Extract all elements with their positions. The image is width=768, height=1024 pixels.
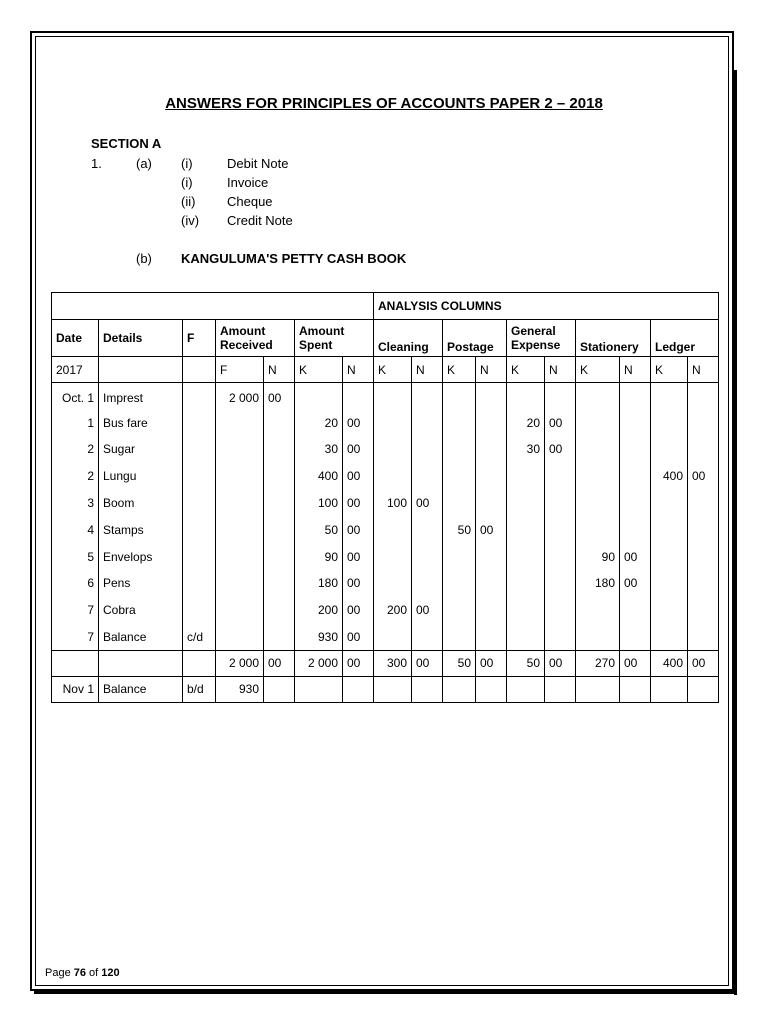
header-postage: Postage	[443, 320, 507, 357]
row-cell-4	[264, 516, 295, 543]
row-cell-9	[443, 490, 476, 517]
subheader-cell-13: K	[576, 357, 620, 383]
row-cell-8	[412, 383, 443, 410]
table-row	[52, 463, 719, 490]
header-ledger: Ledger	[651, 320, 719, 357]
total-cell-4: 00	[264, 650, 295, 676]
subheader-cell-11: K	[507, 357, 545, 383]
row-cell-1: Bus fare	[99, 409, 183, 436]
table-row	[52, 624, 719, 651]
row-cell-5: 20	[295, 409, 343, 436]
header-stationery: Stationery	[576, 320, 651, 357]
final-cell-5	[295, 676, 343, 702]
part-b-label: (b)	[136, 251, 152, 266]
question-number: 1.	[91, 156, 102, 171]
row-cell-14	[620, 436, 651, 463]
total-cell-12: 00	[545, 650, 576, 676]
part-a-label: (a)	[136, 156, 152, 171]
subheader-cell-0: 2017	[52, 357, 99, 383]
total-cell-9: 50	[443, 650, 476, 676]
row-cell-13	[576, 516, 620, 543]
row-cell-11	[507, 490, 545, 517]
header-amount-received: Amount Received	[216, 320, 295, 357]
row-cell-12	[545, 597, 576, 624]
row-cell-9	[443, 597, 476, 624]
item-label: (i)	[181, 175, 193, 190]
final-cell-2: b/d	[183, 676, 216, 702]
row-cell-8	[412, 516, 443, 543]
row-cell-6: 00	[343, 409, 374, 436]
header-details: Details	[99, 320, 183, 357]
row-cell-14	[620, 463, 651, 490]
row-cell-12: 00	[545, 409, 576, 436]
final-cell-8	[412, 676, 443, 702]
row-cell-7	[374, 383, 412, 410]
row-cell-14	[620, 490, 651, 517]
row-cell-13	[576, 597, 620, 624]
row-cell-0: 1	[52, 409, 99, 436]
row-cell-13	[576, 383, 620, 410]
total-cell-3: 2 000	[216, 650, 264, 676]
total-cell-6: 00	[343, 650, 374, 676]
row-cell-14	[620, 383, 651, 410]
final-cell-0: Nov 1	[52, 676, 99, 702]
subheader-cell-7: K	[374, 357, 412, 383]
row-cell-16	[688, 597, 719, 624]
row-cell-6: 00	[343, 516, 374, 543]
totals-row	[52, 650, 719, 676]
row-cell-1: Cobra	[99, 597, 183, 624]
row-cell-7	[374, 624, 412, 651]
row-cell-4	[264, 409, 295, 436]
subheader-cell-8: N	[412, 357, 443, 383]
final-cell-15	[651, 676, 688, 702]
row-cell-4	[264, 624, 295, 651]
row-cell-11: 30	[507, 436, 545, 463]
row-cell-4	[264, 597, 295, 624]
row-cell-2	[183, 490, 216, 517]
row-cell-2: c/d	[183, 624, 216, 651]
subheader-cell-5: K	[295, 357, 343, 383]
row-cell-8	[412, 543, 443, 570]
row-cell-12	[545, 570, 576, 597]
row-cell-8	[412, 463, 443, 490]
row-cell-13	[576, 409, 620, 436]
row-cell-16: 00	[688, 463, 719, 490]
row-cell-0: 3	[52, 490, 99, 517]
row-cell-11: 20	[507, 409, 545, 436]
row-cell-10	[476, 383, 507, 410]
row-cell-15	[651, 624, 688, 651]
row-cell-5: 30	[295, 436, 343, 463]
row-cell-12: 00	[545, 436, 576, 463]
row-cell-3	[216, 570, 264, 597]
row-cell-16	[688, 543, 719, 570]
row-cell-3	[216, 597, 264, 624]
row-cell-15	[651, 543, 688, 570]
total-cell-1	[99, 650, 183, 676]
row-cell-1: Balance	[99, 624, 183, 651]
row-cell-1: Lungu	[99, 463, 183, 490]
row-cell-1: Pens	[99, 570, 183, 597]
row-cell-1: Imprest	[99, 383, 183, 410]
row-cell-5: 180	[295, 570, 343, 597]
row-cell-15: 400	[651, 463, 688, 490]
row-cell-4	[264, 570, 295, 597]
subheader-cell-14: N	[620, 357, 651, 383]
row-cell-3: 2 000	[216, 383, 264, 410]
total-cell-13: 270	[576, 650, 620, 676]
row-cell-11	[507, 516, 545, 543]
row-cell-6: 00	[343, 543, 374, 570]
total-cell-15: 400	[651, 650, 688, 676]
final-cell-13	[576, 676, 620, 702]
row-cell-12	[545, 516, 576, 543]
table-row	[52, 436, 719, 463]
row-cell-7: 100	[374, 490, 412, 517]
row-cell-0: 7	[52, 597, 99, 624]
final-cell-4	[264, 676, 295, 702]
row-cell-6: 00	[343, 490, 374, 517]
header-date: Date	[52, 320, 99, 357]
row-cell-10	[476, 409, 507, 436]
row-cell-13: 90	[576, 543, 620, 570]
total-cell-11: 50	[507, 650, 545, 676]
row-cell-12	[545, 543, 576, 570]
petty-cash-table	[51, 292, 719, 703]
total-cell-5: 2 000	[295, 650, 343, 676]
row-cell-5: 100	[295, 490, 343, 517]
row-cell-11	[507, 463, 545, 490]
row-cell-1: Sugar	[99, 436, 183, 463]
page-border-shadow-right	[734, 70, 737, 995]
row-cell-1: Envelops	[99, 543, 183, 570]
row-cell-16	[688, 383, 719, 410]
row-cell-5: 50	[295, 516, 343, 543]
row-cell-9	[443, 383, 476, 410]
subheader-cell-6: N	[343, 357, 374, 383]
final-cell-16	[688, 676, 719, 702]
subheader-cell-16: N	[688, 357, 719, 383]
subheader-cell-9: K	[443, 357, 476, 383]
row-cell-7	[374, 543, 412, 570]
row-cell-0: 2	[52, 436, 99, 463]
row-cell-7	[374, 409, 412, 436]
row-cell-2	[183, 436, 216, 463]
row-cell-8: 00	[412, 490, 443, 517]
table-row	[52, 516, 719, 543]
row-cell-11	[507, 624, 545, 651]
row-cell-10: 00	[476, 516, 507, 543]
row-cell-6: 00	[343, 597, 374, 624]
row-cell-2	[183, 597, 216, 624]
final-cell-14	[620, 676, 651, 702]
row-cell-0: 5	[52, 543, 99, 570]
subheader-cell-15: K	[651, 357, 688, 383]
row-cell-6: 00	[343, 436, 374, 463]
final-cell-9	[443, 676, 476, 702]
row-cell-15	[651, 490, 688, 517]
analysis-spacer-cell	[52, 293, 374, 320]
row-cell-8: 00	[412, 597, 443, 624]
row-cell-0: 2	[52, 463, 99, 490]
row-cell-13	[576, 624, 620, 651]
row-cell-2	[183, 543, 216, 570]
row-cell-11	[507, 543, 545, 570]
table-row	[52, 570, 719, 597]
row-cell-2	[183, 516, 216, 543]
row-cell-8	[412, 409, 443, 436]
table-row	[52, 597, 719, 624]
row-cell-3	[216, 436, 264, 463]
header-general-expense: General Expense	[507, 320, 576, 357]
row-cell-3	[216, 463, 264, 490]
row-cell-6: 00	[343, 463, 374, 490]
row-cell-12	[545, 490, 576, 517]
header-amount-spent: Amount Spent	[295, 320, 374, 357]
row-cell-16	[688, 516, 719, 543]
row-cell-8	[412, 436, 443, 463]
row-cell-10	[476, 624, 507, 651]
row-cell-13	[576, 436, 620, 463]
final-cell-10	[476, 676, 507, 702]
row-cell-4: 00	[264, 383, 295, 410]
row-cell-0: 4	[52, 516, 99, 543]
row-cell-3	[216, 490, 264, 517]
final-cell-1: Balance	[99, 676, 183, 702]
footer-middle: of	[86, 967, 102, 979]
row-cell-4	[264, 490, 295, 517]
row-cell-9	[443, 570, 476, 597]
balance-brought-down-row	[52, 676, 719, 702]
subheader-cell-2	[183, 357, 216, 383]
footer-page-total: 120	[101, 967, 120, 979]
table-row	[52, 409, 719, 436]
row-cell-12	[545, 383, 576, 410]
row-cell-15	[651, 516, 688, 543]
row-cell-2	[183, 383, 216, 410]
final-cell-12	[545, 676, 576, 702]
final-cell-11	[507, 676, 545, 702]
row-cell-0: 7	[52, 624, 99, 651]
row-cell-16	[688, 570, 719, 597]
row-cell-10	[476, 597, 507, 624]
item-label: (i)	[181, 156, 193, 171]
item-text: Invoice	[227, 175, 269, 190]
footer-prefix: Page	[45, 967, 74, 979]
section-heading: SECTION A	[91, 136, 162, 151]
subheader-cell-4: N	[264, 357, 295, 383]
row-cell-4	[264, 436, 295, 463]
row-cell-0: 6	[52, 570, 99, 597]
row-cell-10	[476, 570, 507, 597]
total-cell-7: 300	[374, 650, 412, 676]
row-cell-7	[374, 570, 412, 597]
row-cell-7	[374, 436, 412, 463]
row-cell-15	[651, 570, 688, 597]
row-cell-5: 200	[295, 597, 343, 624]
item-label: (iv)	[181, 213, 200, 228]
row-cell-15	[651, 436, 688, 463]
row-cell-10	[476, 490, 507, 517]
row-cell-16	[688, 436, 719, 463]
row-cell-6	[343, 383, 374, 410]
total-cell-16: 00	[688, 650, 719, 676]
row-cell-12	[545, 624, 576, 651]
row-cell-3	[216, 516, 264, 543]
row-cell-6: 00	[343, 570, 374, 597]
row-cell-4	[264, 543, 295, 570]
row-cell-5	[295, 383, 343, 410]
subheader-cell-12: N	[545, 357, 576, 383]
subheader-row	[52, 357, 719, 383]
row-cell-15	[651, 597, 688, 624]
total-cell-14: 00	[620, 650, 651, 676]
row-cell-9: 50	[443, 516, 476, 543]
subheader-cell-1	[99, 357, 183, 383]
total-cell-0	[52, 650, 99, 676]
row-cell-7	[374, 516, 412, 543]
row-cell-5: 400	[295, 463, 343, 490]
final-cell-6	[343, 676, 374, 702]
row-cell-7: 200	[374, 597, 412, 624]
item-text: Credit Note	[227, 213, 293, 228]
row-cell-1: Boom	[99, 490, 183, 517]
table-row	[52, 383, 719, 410]
row-cell-14	[620, 409, 651, 436]
row-cell-15	[651, 383, 688, 410]
item-text: Cheque	[227, 194, 273, 209]
row-cell-9	[443, 543, 476, 570]
final-cell-3: 930	[216, 676, 264, 702]
row-cell-3	[216, 624, 264, 651]
row-cell-3	[216, 543, 264, 570]
row-cell-10	[476, 436, 507, 463]
row-cell-4	[264, 463, 295, 490]
table-row	[52, 543, 719, 570]
row-cell-13: 180	[576, 570, 620, 597]
subheader-cell-3: F	[216, 357, 264, 383]
row-cell-10	[476, 463, 507, 490]
row-cell-9	[443, 436, 476, 463]
row-cell-12	[545, 463, 576, 490]
row-cell-8	[412, 570, 443, 597]
row-cell-14	[620, 516, 651, 543]
header-folio: F	[183, 320, 216, 357]
row-cell-16	[688, 490, 719, 517]
row-cell-11	[507, 597, 545, 624]
row-cell-13	[576, 463, 620, 490]
row-cell-14: 00	[620, 570, 651, 597]
row-cell-10	[476, 543, 507, 570]
row-cell-13	[576, 490, 620, 517]
row-cell-16	[688, 624, 719, 651]
row-cell-11	[507, 383, 545, 410]
row-cell-5: 930	[295, 624, 343, 651]
row-cell-8	[412, 624, 443, 651]
petty-cash-book-title: KANGULUMA'S PETTY CASH BOOK	[181, 251, 407, 266]
row-cell-16	[688, 409, 719, 436]
row-cell-3	[216, 409, 264, 436]
page-border-shadow-bottom	[34, 991, 734, 994]
table-row	[52, 490, 719, 517]
row-cell-11	[507, 570, 545, 597]
row-cell-2	[183, 570, 216, 597]
row-cell-9	[443, 624, 476, 651]
final-cell-7	[374, 676, 412, 702]
row-cell-2	[183, 409, 216, 436]
row-cell-6: 00	[343, 624, 374, 651]
row-cell-14	[620, 597, 651, 624]
header-cleaning: Cleaning	[374, 320, 443, 357]
row-cell-2	[183, 463, 216, 490]
page-title: ANSWERS FOR PRINCIPLES OF ACCOUNTS PAPER 2 – 2018	[165, 95, 603, 112]
item-label: (ii)	[181, 194, 196, 209]
subheader-cell-10: N	[476, 357, 507, 383]
row-cell-9	[443, 463, 476, 490]
total-cell-8: 00	[412, 650, 443, 676]
row-cell-1: Stamps	[99, 516, 183, 543]
footer-page-number: 76	[73, 967, 86, 979]
total-cell-10: 00	[476, 650, 507, 676]
row-cell-0: Oct. 1	[52, 383, 99, 410]
row-cell-5: 90	[295, 543, 343, 570]
total-cell-2	[183, 650, 216, 676]
row-cell-7	[374, 463, 412, 490]
row-cell-14	[620, 624, 651, 651]
row-cell-15	[651, 409, 688, 436]
page-footer	[45, 967, 120, 979]
row-cell-14: 00	[620, 543, 651, 570]
analysis-columns-header: ANALYSIS COLUMNS	[374, 293, 719, 320]
item-text: Debit Note	[227, 156, 289, 171]
row-cell-9	[443, 409, 476, 436]
